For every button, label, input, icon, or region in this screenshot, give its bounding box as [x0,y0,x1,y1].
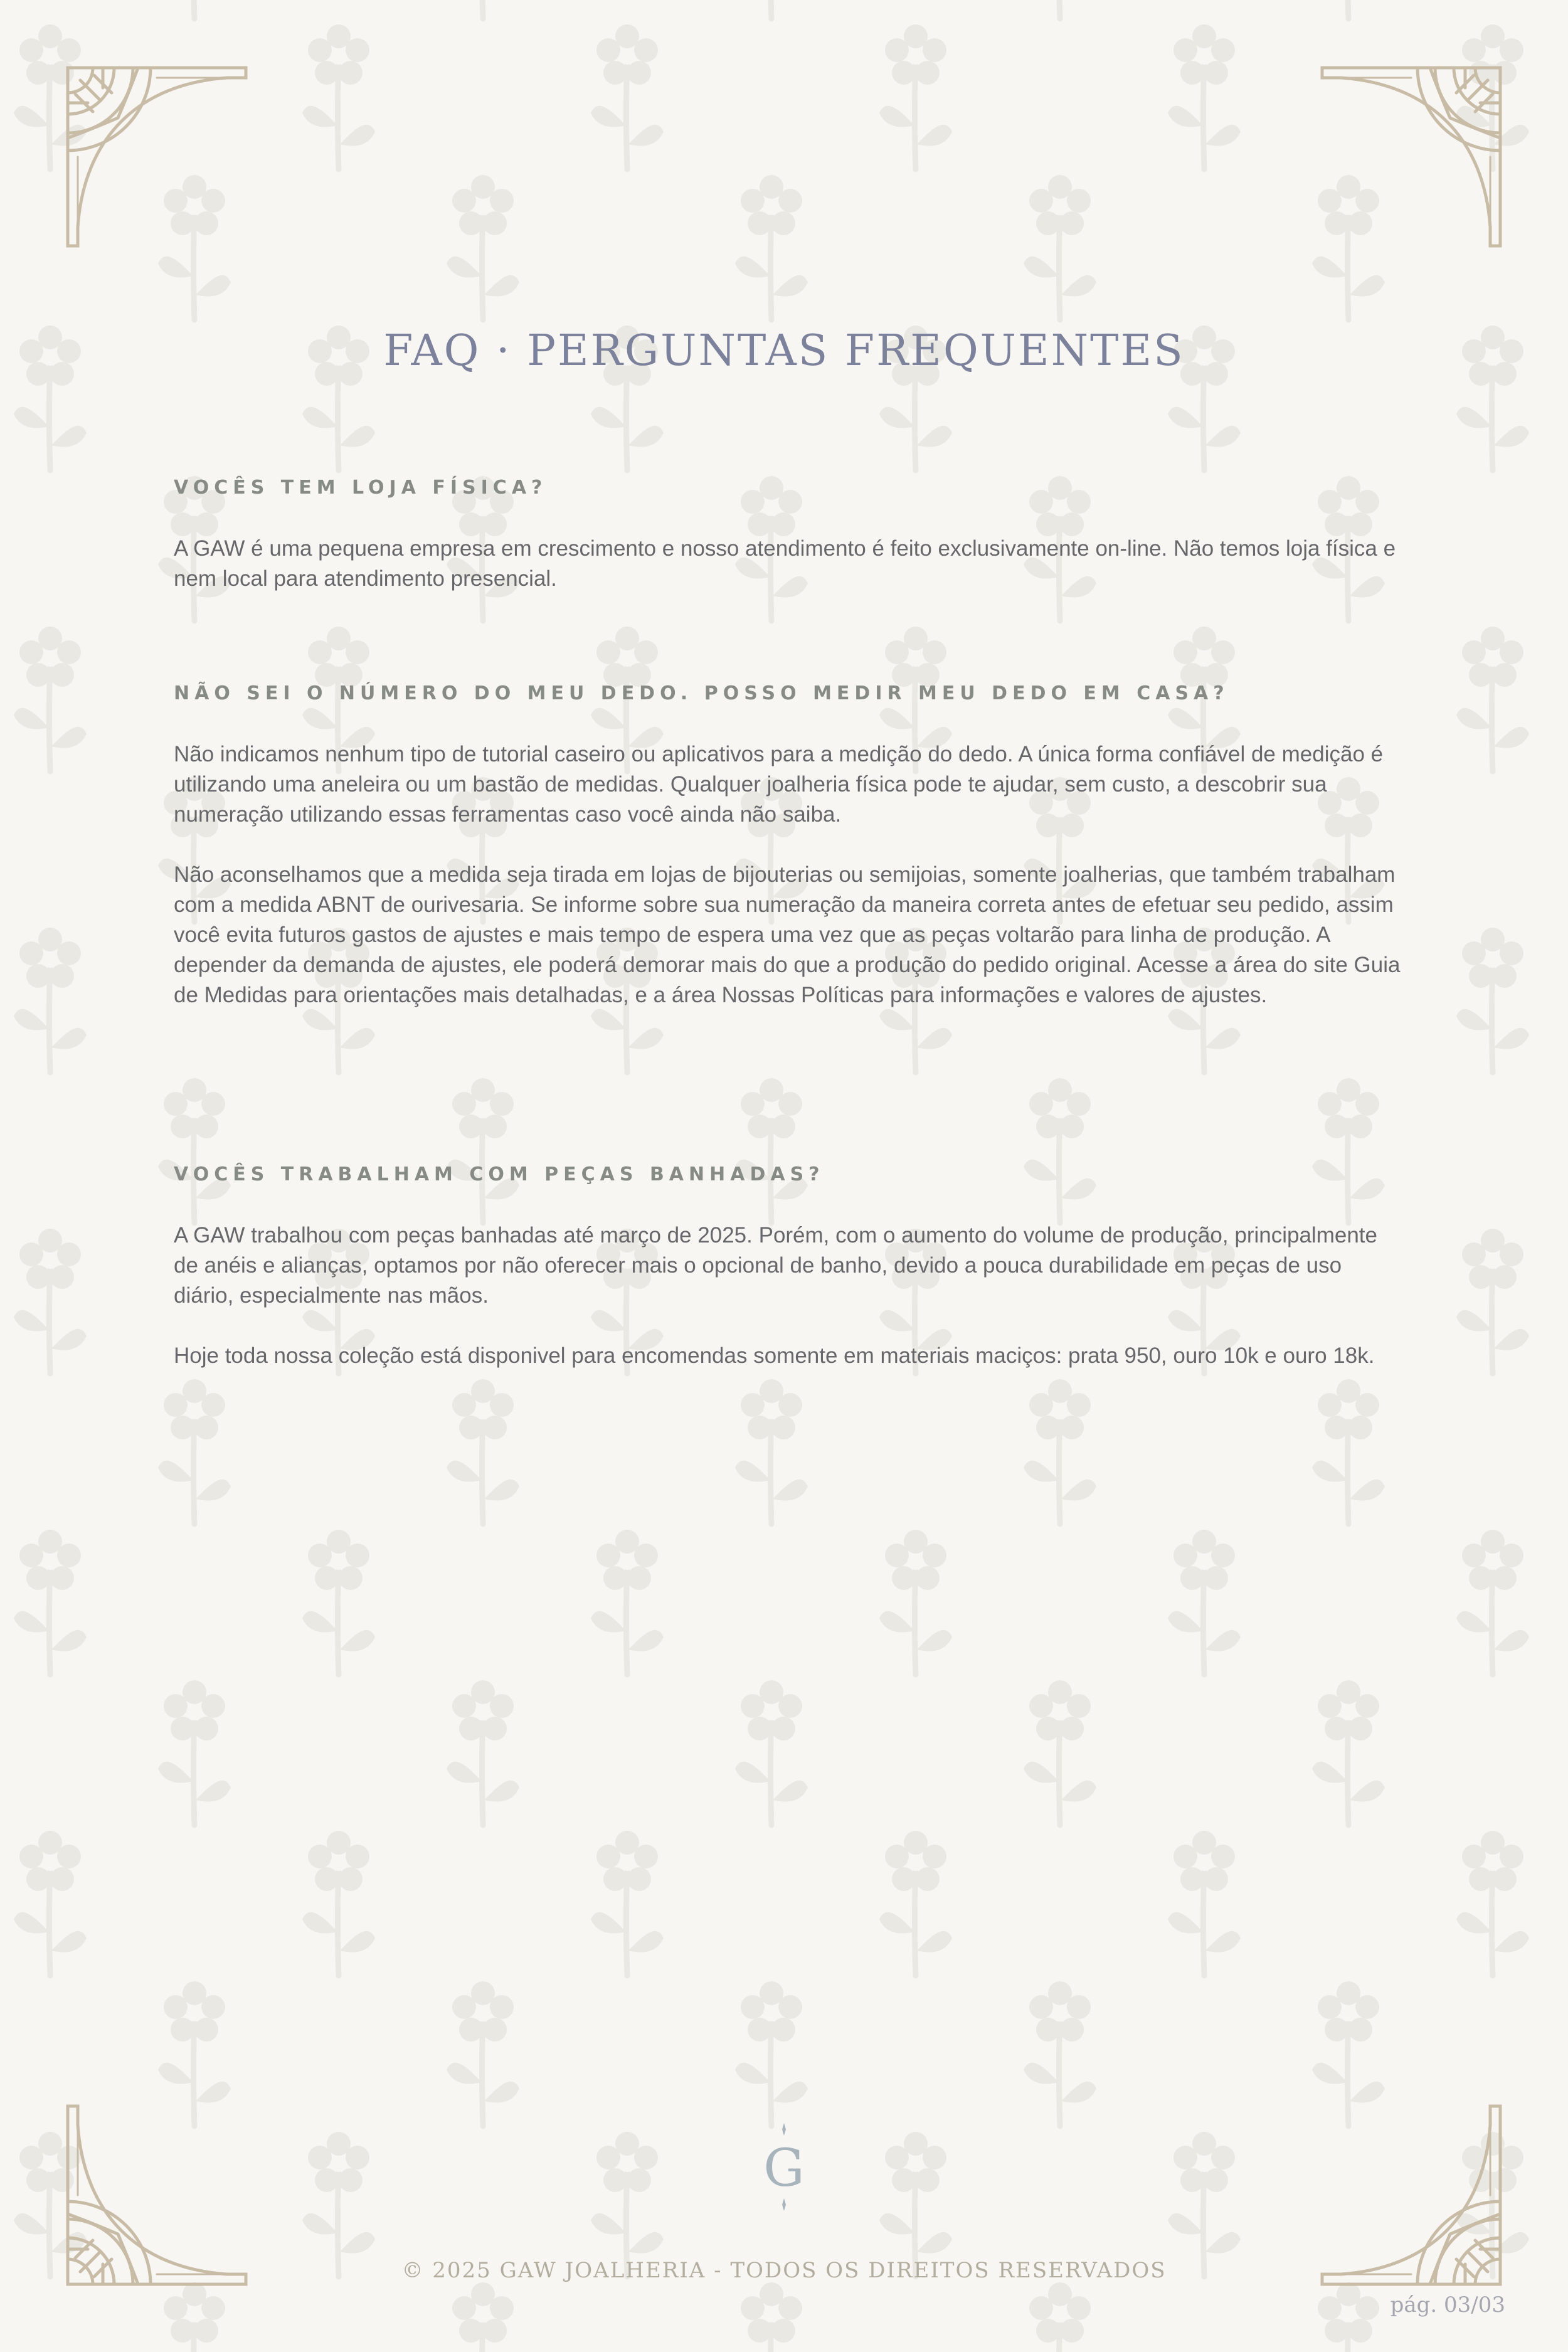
page-title: FAQ · PERGUNTAS FREQUENTES [383,326,1185,376]
faq-question: VOCÊS TRABALHAM COM PEÇAS BANHADAS? [174,1163,825,1185]
faq-answer-paragraph: A GAW trabalhou com peças banhadas até março de 2025. Porém, com o aumento do volume de produção, principalmente de anéis e alianças, optamos por não oferecer mais o opcional de banho, devido a pouca durabilidade em peças de uso diário, especialmente nas mãos. [174,1223,1377,1308]
faq-item-plated-pieces [174,1163,1403,1401]
faq-answer-paragraph: Hoje toda nossa coleção está disponivel para encomendas somente em materiais maciços: prata 950, ouro 10k e ouro 18k. [174,1343,1375,1368]
faq-item-ring-size [174,682,1403,1041]
page-number: pág. 03/03 [1390,2292,1505,2318]
faq-item-physical-store [174,477,1403,624]
faq-question: VOCÊS TEM LOJA FÍSICA? [174,477,548,499]
brand-logo-letter: G [763,2139,805,2198]
copyright-text: © 2025 GAW JOALHERIA - TODOS OS DIREITOS RESERVADOS [401,2258,1167,2283]
faq-answer-paragraph: Não indicamos nenhum tipo de tutorial caseiro ou aplicativos para a medição do dedo. A única forma confiável de medição é utilizando uma aneleira ou um bastão de medidas. Qualquer joalheria física pode te ajudar, sem custo, a descobrir sua numeração utilizando essas ferramentas caso você ainda não saiba. [174,742,1384,827]
faq-question: NÃO SEI O NÚMERO DO MEU DEDO. POSSO MEDIR MEU DEDO EM CASA? [174,682,1229,704]
faq-answer-paragraph: Não aconselhamos que a medida seja tirada em lojas de bijouterias ou semijoias, somente joalherias, que também trabalham com a medida ABNT de ourivesaria. Se informe sobre sua numeração da maneira correta antes de efetuar seu pedido, assim você evita futuros gastos de ajustes e mais tempo de espera uma vez que as peças voltarão para linha de produção. A depender da demanda de ajustes, ele poderá demorar mais do que a produção do pedido original. Acesse a área do site Guia de Medidas para orientações mais detalhadas, e a área Nossas Políticas para informações e valores de ajustes. [174,862,1401,1007]
faq-answer-paragraph: A GAW é uma pequena empresa em crescimento e nosso atendimento é feito exclusivamente on-line. Não temos loja física e nem local para atendimento presencial. [174,536,1396,591]
brand-logo [759,2123,809,2211]
